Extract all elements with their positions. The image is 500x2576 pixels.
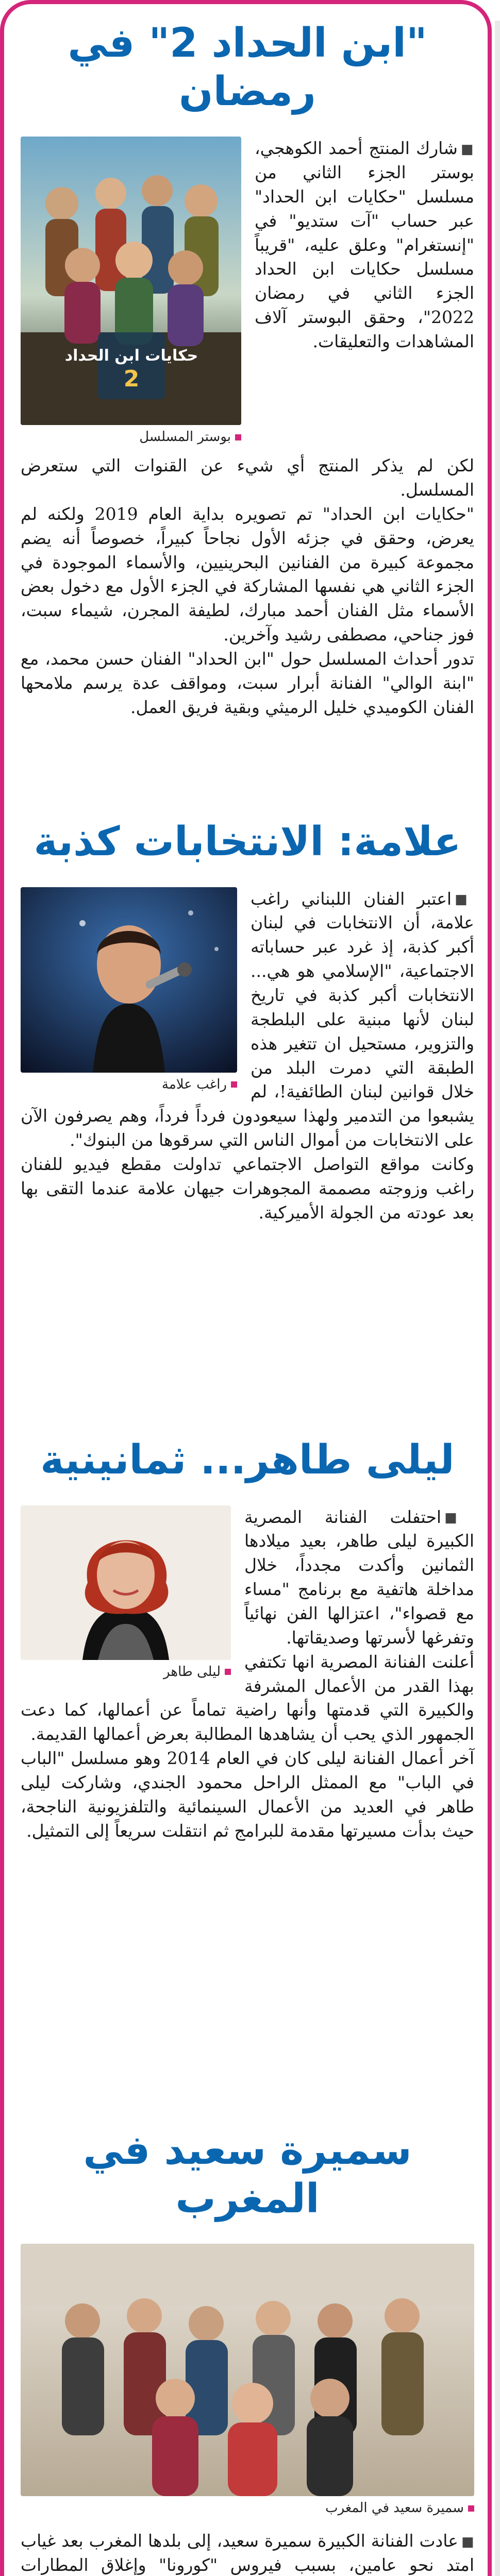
square-bullet-icon: ■ bbox=[455, 892, 474, 908]
square-bullet-icon: ■ bbox=[461, 2534, 474, 2550]
paragraph: آخر أعمال الفنانة ليلى كان في العام 2014 وهو مسلسل "الباب في الباب" مع الممثل الراحل محمود الجندي، وشاركت ليلى طاهر في العديد من الأعمال السينمائية والتلفزيونية الناجحة، حيث بدأت مسيرتها مقدمة للبرامج ثم انتقلت سريعاً إلى التمثيل. bbox=[21, 1748, 474, 1841]
paragraph-text: اعتبر الفنان اللبناني راغب علامة، أن الانتخابات في لبنان أكبر كذبة، إذ غرد عبر حساباته الاجتماعية، "الإسلامي هو هي... الانتخابات أكبر كذبة في تاريخ لبنان لأنها مبنية على البلطجة والتزوير، مستحيل ان تتغير هذه الطبقة التي دمرت البلد من خلال قوانين لبنان الطائفية!، لم يشبعوا من التدمير ولهذا سيعودون فرداً فرداً، وهم يصرفون الآن على الانتخابات من أموال الناس التي سرقوها من البنوك". bbox=[21, 888, 474, 1150]
poster-title-text: حكايات ابن الحداد bbox=[64, 347, 198, 365]
article-laila-taher bbox=[21, 1436, 474, 2116]
caption-marker-icon bbox=[235, 434, 241, 440]
caption-marker-icon bbox=[231, 1081, 237, 1088]
paragraph: وكانت مواقع التواصل الاجتماعي تداولت مقطع فيديو للفنان راغب وزوجته مصممة المجوهرات جيهان علامة عندما التقى بها بعد عودته من الجولة الأميركية. bbox=[21, 1154, 474, 1223]
square-bullet-icon: ■ bbox=[460, 141, 474, 157]
article-figure bbox=[21, 1505, 231, 1680]
article-samira-said bbox=[21, 2127, 474, 2576]
poster-number: 2 bbox=[123, 366, 140, 393]
page-edge-strip bbox=[495, 21, 500, 2576]
paragraph-text: شارك المنتج أحمد الكوهجي، بوستر الجزء الثاني من مسلسل "حكايات ابن الحداد" عبر حساب "آت ستديو" في "إنستغرام" وعلق عليه، "قريباً مسلسل حكايات ابن الحداد الجزء الثاني في رمضان 2022"، وحقق البوستر آلاف المشاهدات والتعليقات. bbox=[255, 138, 474, 352]
figure-caption bbox=[21, 429, 241, 445]
caption-marker-icon bbox=[225, 1669, 231, 1675]
article-headline: "ابن الحداد 2" في رمضان bbox=[68, 20, 427, 115]
caption-text: سميرة سعيد في المغرب bbox=[325, 2500, 464, 2516]
laila-photo-illustration bbox=[21, 1505, 231, 1660]
ragheb-photo bbox=[21, 887, 237, 1073]
article-ibn-al-haddad bbox=[21, 20, 474, 808]
article-figure bbox=[21, 2244, 474, 2516]
article-ragheb-alama bbox=[21, 818, 474, 1426]
ragheb-photo-illustration bbox=[21, 887, 237, 1073]
caption-marker-icon bbox=[468, 2505, 474, 2512]
article-figure bbox=[21, 887, 237, 1092]
paragraph bbox=[21, 2529, 474, 2576]
figure-caption bbox=[21, 1077, 237, 1092]
poster-image bbox=[21, 137, 241, 425]
paragraph: "حكايات ابن الحداد" تم تصويره بداية العام 2019 ولكنه لم يعرض، وحقق في جزئه الأول نجاحاً كبيراً، خصوصاً أنه يضم مجموعة كبيرة من الفنانين البحرينيين، والأسماء الموجودة في الجزء الثاني هي نفسها المشاركة في الجزء الأول مع دخول بعض الأسماء مثل الفنان أحمد مبارك، لطيفة المجرن، شيماء سبت، فوز جناحي، مصطفى رشيد وآخرين. bbox=[21, 503, 474, 645]
caption-text: راغب علامة bbox=[161, 1076, 227, 1092]
article-figure bbox=[21, 137, 241, 445]
paragraph-text: عادت الفنانة الكبيرة سميرة سعيد، إلى بلدها المغرب بعد غياب امتد نحو عامين، بسبب فيروس "كورونا" وإغلاق المطارات bbox=[21, 2531, 474, 2575]
paragraph-text: احتفلت الفنانة المصرية الكبيرة ليلى طاهر، بعيد ميلادها الثمانين وأكدت مجدداً، خلال مداخلة هاتفية مع برنامج "مساء مع قصواء"، اعتزالها الفن نهائياً وتفرغها لأسرتها وصديقاتها. bbox=[244, 1506, 474, 1648]
article-headline: سميرة سعيد في المغرب bbox=[83, 2127, 412, 2222]
poster-illustration bbox=[21, 137, 241, 425]
paragraph: تدور أحداث المسلسل حول "ابن الحداد" الفنان حسن محمد، مع "ابنة الوالي" الفنانة أبرار سبت، ومواقف عدة يرسم ملامحها الفنان الكوميدي خليل الرميثي وبقية فريق العمل. bbox=[21, 649, 474, 717]
paragraph: أعلنت الفنانة المصرية انها تكتفي بهذا القدر من الأعمال المشرفة والكبيرة التي قدمتها وأنها راضية تماماً عن أعمالها، كما دعت الجمهور الذي يحب أن يشاهدها المطالبة بعرض أعمالها القديمة. bbox=[21, 1651, 474, 1744]
page-content bbox=[21, 15, 474, 2576]
article-headline: علامة: الانتخابات كذبة bbox=[34, 819, 461, 865]
paragraph: لكن لم يذكر المنتج أي شيء عن القنوات التي ستعرض المسلسل. bbox=[21, 455, 474, 500]
figure-caption bbox=[21, 1664, 231, 1680]
figure-caption bbox=[21, 2500, 474, 2516]
caption-text: ليلى طاهر bbox=[163, 1664, 221, 1680]
samira-group-photo bbox=[21, 2244, 474, 2496]
caption-text: بوستر المسلسل bbox=[139, 429, 231, 445]
square-bullet-icon: ■ bbox=[444, 1510, 474, 1526]
group-photo-illustration bbox=[21, 2244, 474, 2496]
article-headline: ليلى طاهر... ثمانينية bbox=[40, 1437, 455, 1483]
laila-photo bbox=[21, 1505, 231, 1660]
